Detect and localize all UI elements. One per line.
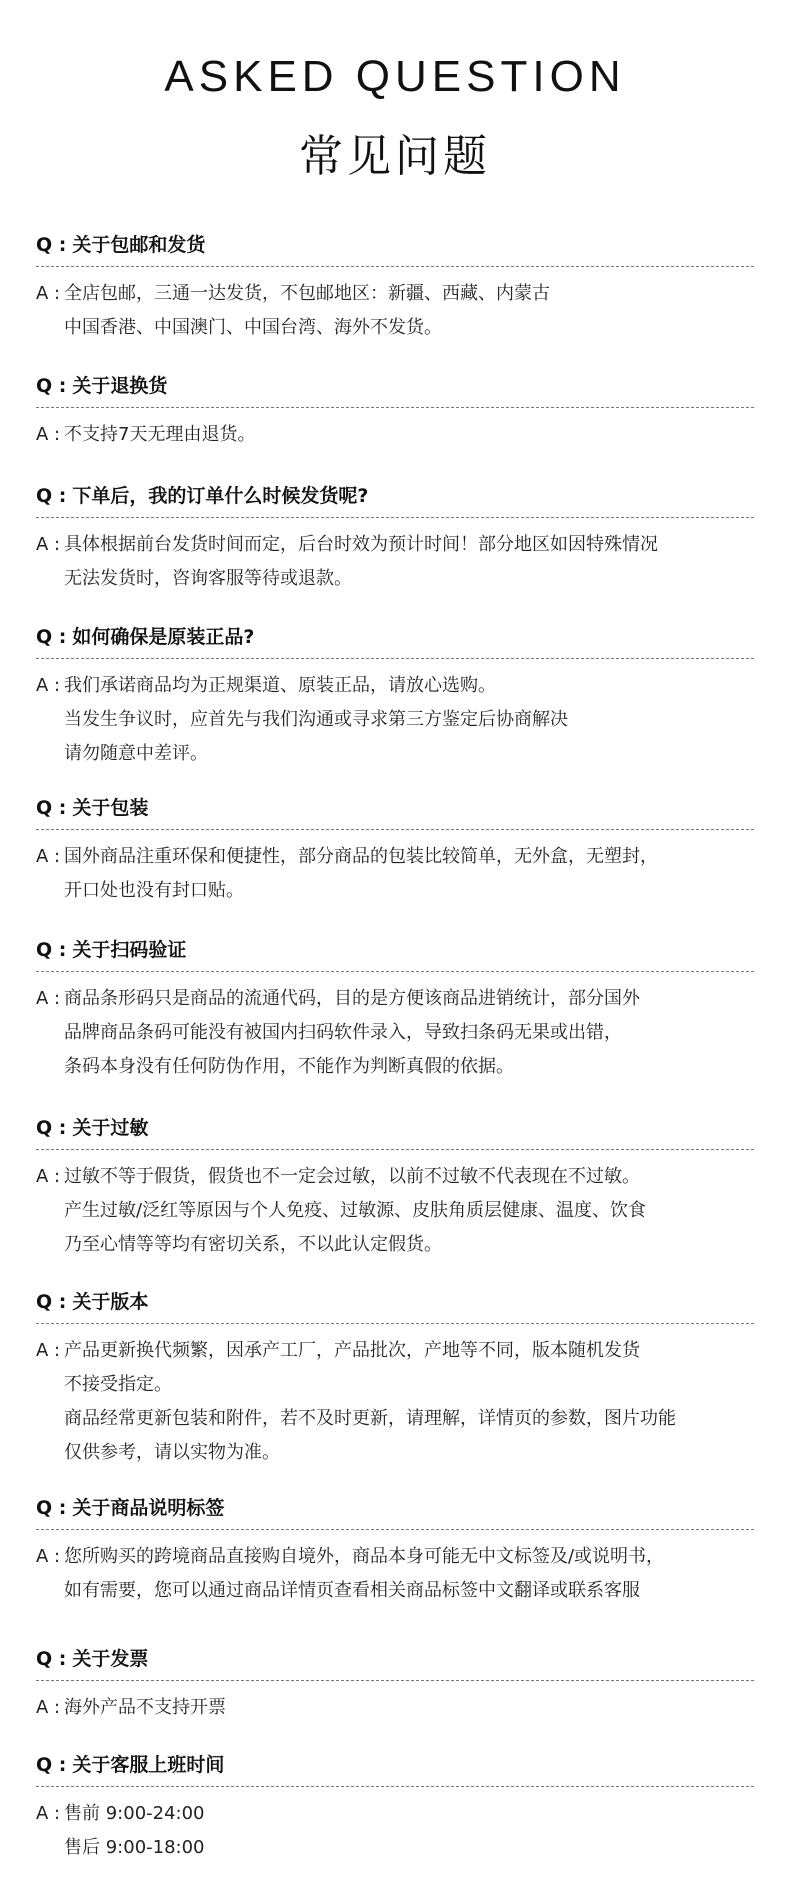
faq-answer [36, 1160, 756, 1262]
answer-line [36, 1831, 756, 1865]
question-label: Q : [36, 939, 67, 961]
faq-question [36, 1646, 756, 1672]
answer-line [36, 1691, 756, 1725]
dashed-divider [36, 829, 754, 830]
question-text: 关于客服上班时间 [72, 1754, 225, 1776]
answer-text: 中国香港、中国澳门、中国台湾、海外不发货。 [64, 317, 442, 338]
question-label: Q : [36, 626, 67, 648]
faq-answer [36, 418, 756, 452]
title-english: ASKED QUESTION [164, 52, 626, 101]
faq-item [36, 1646, 756, 1725]
answer-text: 具体根据前台发货时间而定，后台时效为预计时间！部分地区如因特殊情况 [64, 534, 658, 555]
answer-label: A : [36, 675, 61, 696]
faq-item [36, 624, 756, 771]
answer-line [36, 528, 756, 562]
faq-question [36, 795, 756, 821]
question-label: Q : [36, 1291, 67, 1313]
faq-item [36, 1752, 756, 1865]
faq-answer [36, 669, 756, 771]
answer-line [36, 1050, 756, 1084]
question-text: 下单后，我的订单什么时候发货呢? [72, 485, 369, 507]
answer-label: A : [36, 1166, 61, 1187]
answer-text: 海外产品不支持开票 [64, 1697, 226, 1718]
question-label: Q : [36, 1648, 67, 1670]
answer-text: 不支持7天无理由退货。 [64, 424, 256, 445]
answer-text: 仅供参考，请以实物为准。 [64, 1442, 280, 1463]
answer-text: 当发生争议时，应首先与我们沟通或寻求第三方鉴定后协商解决 [64, 709, 568, 730]
answer-label: A : [36, 988, 61, 1009]
faq-answer [36, 1797, 756, 1865]
answer-text: 商品条形码只是商品的流通代码，目的是方便该商品进销统计，部分国外 [64, 988, 640, 1009]
answer-text: 品牌商品条码可能没有被国内扫码软件录入，导致扫条码无果或出错， [64, 1022, 622, 1043]
faq-item [36, 232, 756, 345]
faq-question [36, 232, 756, 258]
answer-text: 全店包邮，三通一达发货，不包邮地区：新疆、西藏、内蒙古 [64, 283, 550, 304]
faq-question [36, 373, 756, 399]
answer-line [36, 840, 756, 874]
question-text: 关于包邮和发货 [72, 234, 206, 256]
faq-answer [36, 982, 756, 1084]
faq-question [36, 937, 756, 963]
faq-answer [36, 277, 756, 345]
title-chinese: 常见问题 [299, 131, 491, 182]
faq-item [36, 795, 756, 908]
answer-text: 过敏不等于假货，假货也不一定会过敏，以前不过敏不代表现在不过敏。 [64, 1166, 640, 1187]
answer-text: 不接受指定。 [64, 1374, 172, 1395]
answer-label: A : [36, 534, 61, 555]
dashed-divider [36, 1786, 754, 1787]
faq-question [36, 624, 756, 650]
answer-line [36, 1334, 756, 1368]
answer-text: 如有需要，您可以通过商品详情页查看相关商品标签中文翻译或联系客服 [64, 1580, 640, 1601]
answer-line [36, 703, 756, 737]
answer-text: 无法发货时，咨询客服等待或退款。 [64, 568, 352, 589]
faq-answer [36, 840, 756, 908]
answer-text: 产生过敏/泛红等原因与个人免疫、过敏源、皮肤角质层健康、温度、饮食 [64, 1200, 647, 1221]
faq-item [36, 1495, 756, 1608]
dashed-divider [36, 517, 754, 518]
question-label: Q : [36, 1117, 67, 1139]
answer-line [36, 1016, 756, 1050]
answer-text: 售后 9:00-18:00 [64, 1837, 205, 1858]
question-text: 关于版本 [72, 1291, 149, 1313]
dashed-divider [36, 1149, 754, 1150]
answer-text: 请勿随意中差评。 [64, 743, 208, 764]
dashed-divider [36, 971, 754, 972]
answer-text: 国外商品注重环保和便捷性，部分商品的包装比较简单，无外盒，无塑封， [64, 846, 658, 867]
faq-question [36, 483, 756, 509]
answer-label: A : [36, 1697, 61, 1718]
answer-line [36, 418, 756, 452]
answer-label: A : [36, 424, 61, 445]
answer-label: A : [36, 1803, 61, 1824]
answer-text: 条码本身没有任何防伪作用，不能作为判断真假的依据。 [64, 1056, 514, 1077]
question-text: 关于过敏 [72, 1117, 149, 1139]
question-label: Q : [36, 375, 67, 397]
faq-item [36, 1115, 756, 1262]
answer-line [36, 1368, 756, 1402]
answer-text: 您所购买的跨境商品直接购自境外，商品本身可能无中文标签及/或说明书， [64, 1546, 665, 1567]
question-label: Q : [36, 797, 67, 819]
answer-label: A : [36, 846, 61, 867]
faq-question [36, 1115, 756, 1141]
question-text: 关于退换货 [72, 375, 168, 397]
answer-label: A : [36, 283, 61, 304]
question-text: 关于包装 [72, 797, 149, 819]
dashed-divider [36, 266, 754, 267]
answer-line [36, 874, 756, 908]
answer-line [36, 311, 756, 345]
answer-line [36, 1436, 756, 1470]
answer-line [36, 1228, 756, 1262]
dashed-divider [36, 1323, 754, 1324]
dashed-divider [36, 1680, 754, 1681]
answer-line [36, 669, 756, 703]
answer-text: 产品更新换代频繁，因承产工厂，产品批次，产地等不同，版本随机发货 [64, 1340, 640, 1361]
question-text: 关于商品说明标签 [72, 1497, 225, 1519]
faq-answer [36, 1691, 756, 1725]
answer-text: 乃至心情等等均有密切关系，不以此认定假货。 [64, 1234, 442, 1255]
faq-answer [36, 1334, 756, 1470]
answer-line [36, 562, 756, 596]
faq-question [36, 1752, 756, 1778]
answer-line [36, 277, 756, 311]
answer-label: A : [36, 1546, 61, 1567]
faq-answer [36, 1540, 756, 1608]
answer-line [36, 982, 756, 1016]
faq-item [36, 937, 756, 1084]
dashed-divider [36, 1529, 754, 1530]
answer-line [36, 1540, 756, 1574]
question-label: Q : [36, 1497, 67, 1519]
answer-line [36, 1194, 756, 1228]
question-label: Q : [36, 1754, 67, 1776]
answer-text: 商品经常更新包装和附件，若不及时更新，请理解，详情页的参数，图片功能 [64, 1408, 676, 1429]
answer-label: A : [36, 1340, 61, 1361]
question-text: 如何确保是原装正品? [72, 626, 255, 648]
question-label: Q : [36, 485, 67, 507]
answer-line [36, 1160, 756, 1194]
answer-line [36, 1574, 756, 1608]
faq-item [36, 373, 756, 452]
question-label: Q : [36, 234, 67, 256]
faq-item [36, 483, 756, 596]
answer-line [36, 1402, 756, 1436]
answer-line [36, 1797, 756, 1831]
answer-text: 开口处也没有封口贴。 [64, 880, 244, 901]
faq-answer [36, 528, 756, 596]
question-text: 关于扫码验证 [72, 939, 187, 961]
answer-text: 我们承诺商品均为正规渠道、原装正品，请放心选购。 [64, 675, 496, 696]
dashed-divider [36, 658, 754, 659]
question-text: 关于发票 [72, 1648, 149, 1670]
faq-question [36, 1495, 756, 1521]
answer-text: 售前 9:00-24:00 [64, 1803, 205, 1824]
faq-item [36, 1289, 756, 1470]
dashed-divider [36, 407, 754, 408]
answer-line [36, 737, 756, 771]
faq-question [36, 1289, 756, 1315]
